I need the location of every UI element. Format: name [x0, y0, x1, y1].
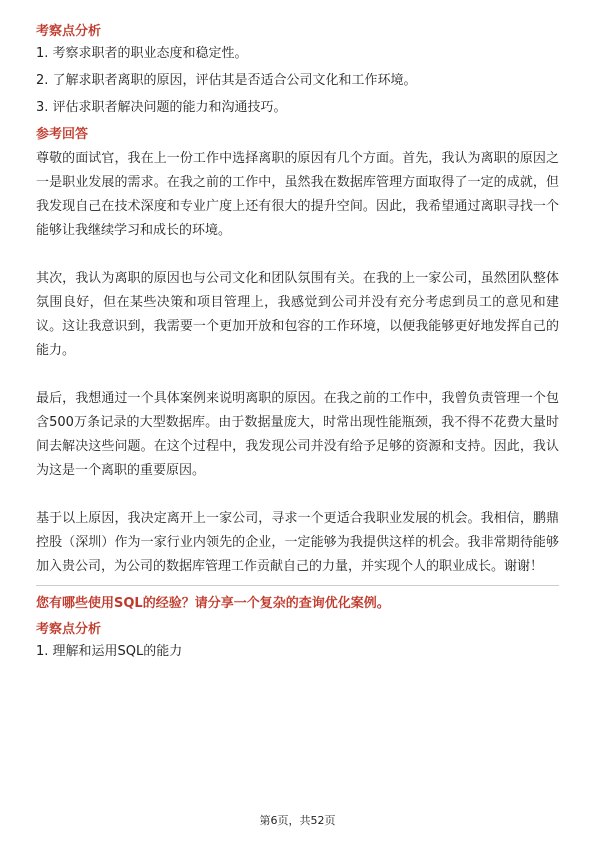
- question-title: 您有哪些使用SQL的经验？请分享一个复杂的查询优化案例。: [36, 596, 390, 611]
- paragraph-spacer: [36, 363, 559, 387]
- answer-paragraph: 其次，我认为离职的原因也与公司文化和团队氛围有关。在我的上一家公司，虽然团队整体氛围良好，但在某些决策和项目管理上，我感觉到公司并没有充分考虑到员工的意见和建议。这让我意识到，我需要一个更加开放和包容的工作环境，以便我能够更好地发挥自己的能力。: [36, 271, 559, 358]
- page-number: 第6页，共52页: [259, 814, 336, 827]
- answer-paragraph: 尊敬的面试官，我在上一份工作中选择离职的原因有几个方面。首先，我认为离职的原因之一是职业发展的需求。在我之前的工作中，虽然我在数据库管理方面取得了一定的成就，但我发现自己在技术深度和专业广度上还有很大的提升空间。因此，我希望通过离职寻找一个能够让我继续学习和成长的环境。: [36, 151, 559, 238]
- answer-paragraph: 最后，我想通过一个具体案例来说明离职的原因。在我之前的工作中，我曾负责管理一个包含500万条记录的大型数据库。由于数据量庞大，时常出现性能瓶颈，我不得不花费大量时间去解决这些问题。在这个过程中，我发现公司并没有给予足够的资源和支持。因此，我认为这是一个离职的重要原因。: [36, 391, 559, 478]
- document-page: [36, 22, 559, 669]
- answer-paragraph: 基于以上原因，我决定离开上一家公司，寻求一个更适合我职业发展的机会。我相信，鹏鼎控股（深圳）作为一家行业内领先的企业，一定能够为我提供这样的机会。我非常期待能够加入贵公司，为公司的数据库管理工作贡献自己的力量，并实现个人的职业成长。谢谢！: [36, 511, 559, 574]
- analysis-heading: 考察点分析: [36, 24, 102, 39]
- paragraph-spacer: [36, 483, 559, 507]
- section-divider: [36, 585, 559, 586]
- paragraph-spacer: [36, 243, 559, 267]
- analysis-item: 2. 了解求职者离职的原因，评估其是否适合公司文化和工作环境。: [36, 73, 417, 88]
- answer-heading: 参考回答: [36, 127, 89, 142]
- analysis-item: 1. 考察求职者的职业态度和稳定性。: [36, 46, 248, 61]
- analysis-item: 1. 理解和运用SQL的能力: [36, 644, 183, 659]
- analysis-item: 3. 评估求职者解决问题的能力和沟通技巧。: [36, 100, 287, 115]
- analysis-heading: 考察点分析: [36, 622, 102, 637]
